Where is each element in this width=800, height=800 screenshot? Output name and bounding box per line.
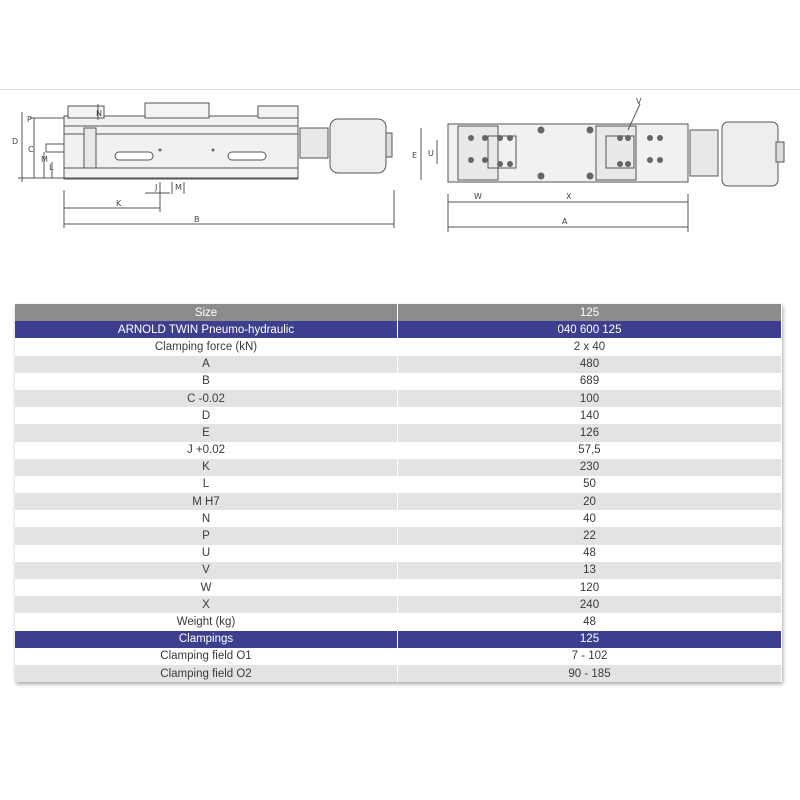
- table-row: [15, 442, 782, 459]
- dim-label-m-left: M: [41, 155, 48, 164]
- size-header-value: 125: [398, 304, 782, 321]
- spec-value-cell: 40: [398, 510, 782, 527]
- spec-table-body: [15, 304, 782, 682]
- dim-label-c: C: [28, 145, 34, 154]
- table-row: [15, 373, 782, 390]
- spec-value-cell: 57,5: [398, 442, 782, 459]
- spec-label-cell: D: [15, 407, 398, 424]
- table-row: [15, 390, 782, 407]
- clampings-header-row: [15, 631, 782, 648]
- table-row: [15, 424, 782, 441]
- dim-label-w: W: [474, 192, 482, 201]
- model-header-value: 040 600 125: [398, 321, 782, 338]
- spec-value-cell: 120: [398, 579, 782, 596]
- table-row: [15, 356, 782, 373]
- spec-label-cell: V: [15, 562, 398, 579]
- dim-label-x: X: [566, 192, 572, 201]
- spec-value-cell: 100: [398, 390, 782, 407]
- spec-value-cell: 48: [398, 545, 782, 562]
- spec-value-cell: 125: [398, 631, 782, 648]
- dim-label-b: B: [194, 215, 200, 224]
- spec-table-card: [15, 304, 782, 682]
- spec-label-cell: A: [15, 356, 398, 373]
- spec-label-cell: Clamping field O1: [15, 648, 398, 665]
- table-row: [15, 407, 782, 424]
- spec-label-cell: W: [15, 579, 398, 596]
- dim-label-p: P: [27, 115, 32, 124]
- dim-label-k: K: [116, 199, 122, 208]
- spec-value-cell: 126: [398, 424, 782, 441]
- dim-label-u: U: [428, 149, 434, 158]
- table-row: [15, 579, 782, 596]
- spec-label-cell: P: [15, 527, 398, 544]
- spec-value-cell: 7 - 102: [398, 648, 782, 665]
- spec-label-cell: K: [15, 459, 398, 476]
- spec-value-cell: 140: [398, 407, 782, 424]
- spec-value-cell: 22: [398, 527, 782, 544]
- table-row: [15, 459, 782, 476]
- spec-label-cell: Weight (kg): [15, 613, 398, 630]
- dim-label-a: A: [562, 217, 568, 226]
- side-view: [18, 103, 394, 228]
- dim-label-e: E: [412, 151, 418, 160]
- spec-table: [15, 304, 782, 682]
- spec-value-cell: 50: [398, 476, 782, 493]
- spec-value-cell: 230: [398, 459, 782, 476]
- spec-label-cell: L: [15, 476, 398, 493]
- spec-label-cell: Clampings: [15, 631, 398, 648]
- dim-label-d: D: [12, 137, 19, 146]
- table-row: [15, 596, 782, 613]
- spec-value-cell: 240: [398, 596, 782, 613]
- table-row: [15, 665, 782, 682]
- table-row: [15, 527, 782, 544]
- dim-label-v: V: [636, 97, 642, 106]
- model-header-row: [15, 321, 782, 338]
- spec-label-cell: B: [15, 373, 398, 390]
- top-view: [421, 104, 784, 232]
- spec-label-cell: X: [15, 596, 398, 613]
- spec-label-cell: C -0.02: [15, 390, 398, 407]
- model-header-label: ARNOLD TWIN Pneumo-hydraulic: [15, 321, 398, 338]
- spec-value-cell: 480: [398, 356, 782, 373]
- spec-value-cell: 2 x 40: [398, 338, 782, 355]
- spec-label-cell: M H7: [15, 493, 398, 510]
- table-row: [15, 613, 782, 630]
- spec-value-cell: 48: [398, 613, 782, 630]
- spec-label-cell: Clamping field O2: [15, 665, 398, 682]
- spec-value-cell: 20: [398, 493, 782, 510]
- size-header-row: [15, 304, 782, 321]
- table-row: [15, 510, 782, 527]
- table-row: [15, 476, 782, 493]
- dim-label-m-bottom: M: [175, 183, 182, 192]
- table-row: [15, 648, 782, 665]
- spec-label-cell: E: [15, 424, 398, 441]
- dim-label-j: J: [155, 183, 158, 192]
- spec-label-cell: Clamping force (kN): [15, 338, 398, 355]
- spec-label-cell: J +0.02: [15, 442, 398, 459]
- table-row: [15, 545, 782, 562]
- technical-drawing: [0, 90, 800, 240]
- dim-label-n: N: [96, 109, 102, 118]
- spec-value-cell: 90 - 185: [398, 665, 782, 682]
- size-header-label: Size: [15, 304, 398, 321]
- dim-label-l: L: [49, 163, 54, 172]
- spec-value-cell: 689: [398, 373, 782, 390]
- table-row: [15, 493, 782, 510]
- spec-label-cell: U: [15, 545, 398, 562]
- table-row: [15, 562, 782, 579]
- spec-label-cell: N: [15, 510, 398, 527]
- spec-value-cell: 13: [398, 562, 782, 579]
- table-row: [15, 338, 782, 355]
